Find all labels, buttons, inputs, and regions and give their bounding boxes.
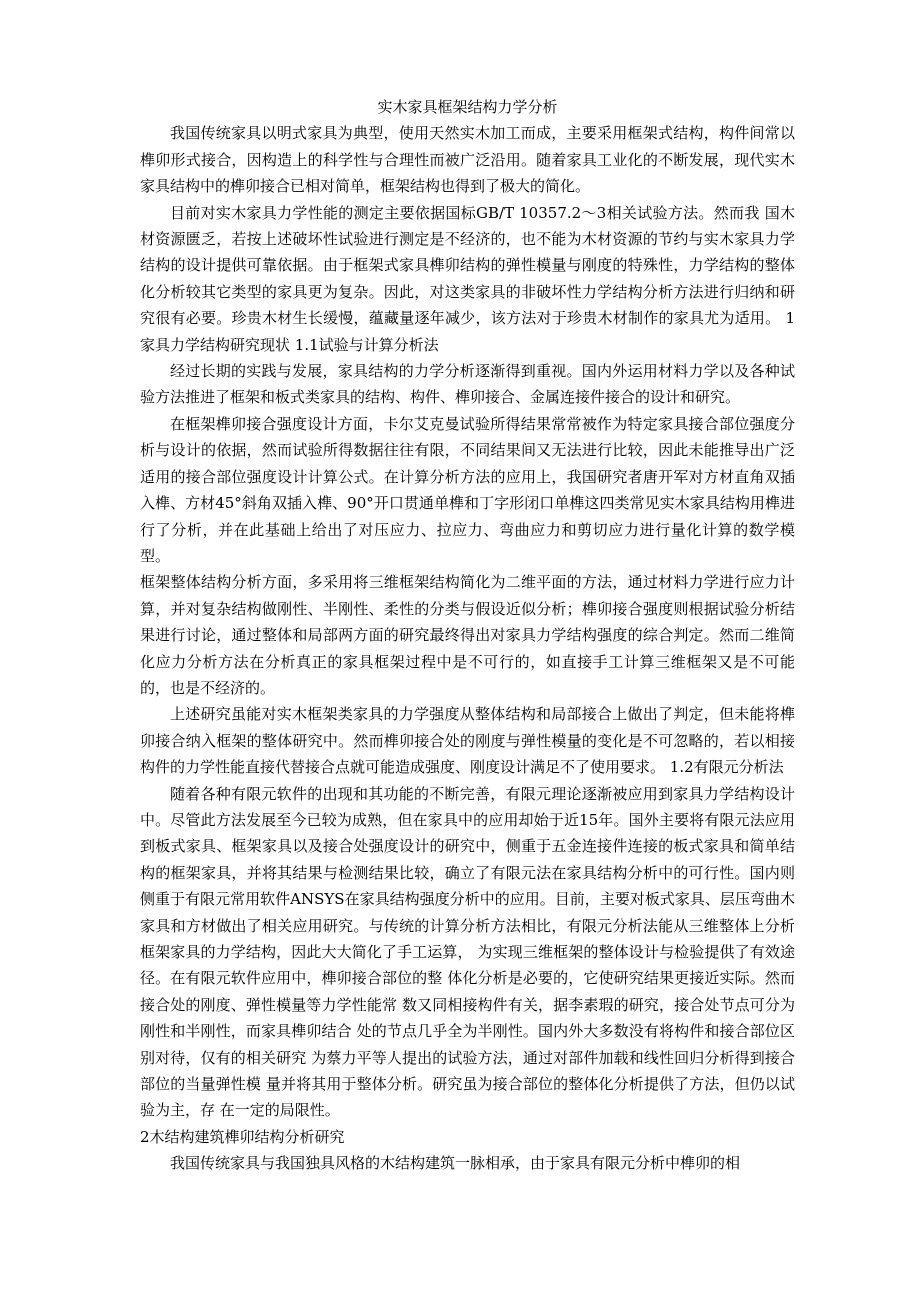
- document-title: 实木家具框架结构力学分析: [377, 98, 558, 116]
- paragraph-wood-architecture: 我国传统家具与我国独具风格的木结构建筑一脉相承，由于家具有限元分析中榫卯的相: [170, 1154, 741, 1173]
- paragraph-finite-element: 随着各种有限元软件的出现和其功能的不断完善，有限元理论逐渐被应用到家具力学结构设计中。尽管此方法发展至今已较为成熟，但在家具中的应用却始于近15年。国外主要将有限元法应用到板式家具、框架家具以及接合处强度设计的研究中，侧重于五金连接件连接的板式家具和简单结构的框架家具，并将其结果与检测结果比较，确立了有限元法在家具结构分析中的可行性。国内则侧重于有限元常用软件ANSYS在家具结构强度分析中的应用。目前，主要对板式家具、层压弯曲木家具和方材做出了相关应用研究。与传统的计算分析方法相比，有限元分析法能从三维整体上分析框架家具的力学结构，因此大大简化了手工运算， 为实现三维框架的整体设计与检验提供了有效途径。在有限元软件应用中，榫卯接合部位的整 体化分析是必要的，它使研究结果更接近实际。然而接合处的刚度、弹性模量等力学性能常 数又同相接构件有关，据李素瑕的研究，接合处节点可分为刚性和半刚性，而家具榫卯结合 处的节点几乎全为半刚性。国内外大多数没有将构件和接合部位区别对待，仅有的相关研究 为蔡力平等人提出的试验方法，通过对部件加载和线性回归分析得到接合部位的当量弹性模 量并将其用于整体分析。研究虽为接合部位的整体化分析提供了方法，但仍以试验为主，存 在一定的局限性。: [140, 784, 795, 1120]
- paragraph-intro: 我国传统家具以明式家具为典型，使用天然实木加工而成，主要采用框架式结构，构件间常以榫卯形式接合，因构造上的科学性与合理性而被广泛沿用。随着家具工业化的不断发展，现代实木家具结构中的榫卯接合已相对简单，框架结构也得到了极大的简化。: [140, 124, 795, 196]
- paragraph-mechanics-development: 经过长期的实践与发展，家具结构的力学分析逐渐得到重视。国内外运用材料力学以及各种试验方法推进了框架和板式类家具的结构、构件、榫卯接合、金属连接件接合的设计和研究。: [140, 362, 795, 407]
- paragraph-research-limits: 上述研究虽能对实木框架类家具的力学强度从整体结构和局部接合上做出了判定，但未能将榫卯接合纳入框架的整体研究中。然而榫卯接合处的刚度与弹性模量的变化是不可忽略的，若以相接构件的力学性能直接代替接合点就可能造成强度、刚度设计满足不了使用要求。 1.2有限元分析法: [140, 705, 795, 777]
- paragraph-joint-strength: 在框架榫卯接合强度设计方面，卡尔艾克曼试验所得结果常常被作为特定家具接合部位强度分析与设计的依据，然而试验所得数据往往有限，不同结果间又无法进行比较，因此未能推导出广泛适用的接合部位强度设计计算公式。在计算分析方法的应用上，我国研究者唐开军对方材直角双插入榫、方材45°斜角双插入榫、90°开口贯通单榫和丁字形闭口单榫这四类常见实木家具结构用榫进行了分析，并在此基础上给出了对压应力、拉应力、弯曲应力和剪切应力进行量化计算的数学模型。: [140, 414, 795, 565]
- section-heading-2: 2木结构建筑榫卯结构分析研究: [140, 1127, 345, 1146]
- paragraph-frame-analysis: 框架整体结构分析方面，多采用将三维框架结构简化为二维平面的方法，通过材料力学进行应力计算，并对复杂结构做刚性、半刚性、柔性的分类与假设近似分析；榫卯接合强度则根据试验分析结果进行讨论，通过整体和局部两方面的研究最终得出对家具力学结构强度的综合判定。然而二维简化应力分析方法在分析真正的家具框架过程中是不可行的，如直接手工计算三维框架又是不可能的，也是不经济的。: [140, 573, 795, 697]
- paragraph-testing-standard: 目前对实木家具力学性能的测定主要依据国标GB/T 10357.2～3相关试验方法。然而我 国木材资源匮乏，若按上述破坏性试验进行测定是不经济的，也不能为木材资源的节约与实木家具力学结构的设计提供可靠依据。由于框架式家具榫卯结构的弹性模量与刚度的特殊性，力学结构的整体化分析较其它类型的家具更为复杂。因此，对这类家具的非破坏性力学结构分析方法进行归纳和研究很有必要。珍贵木材生长缓慢，蕴藏量逐年减少，该方法对于珍贵木材制作的家具尤为适用。 1家具力学结构研究现状 1.1试验与计算分析法: [140, 203, 795, 354]
- document-body: [140, 94, 795, 1177]
